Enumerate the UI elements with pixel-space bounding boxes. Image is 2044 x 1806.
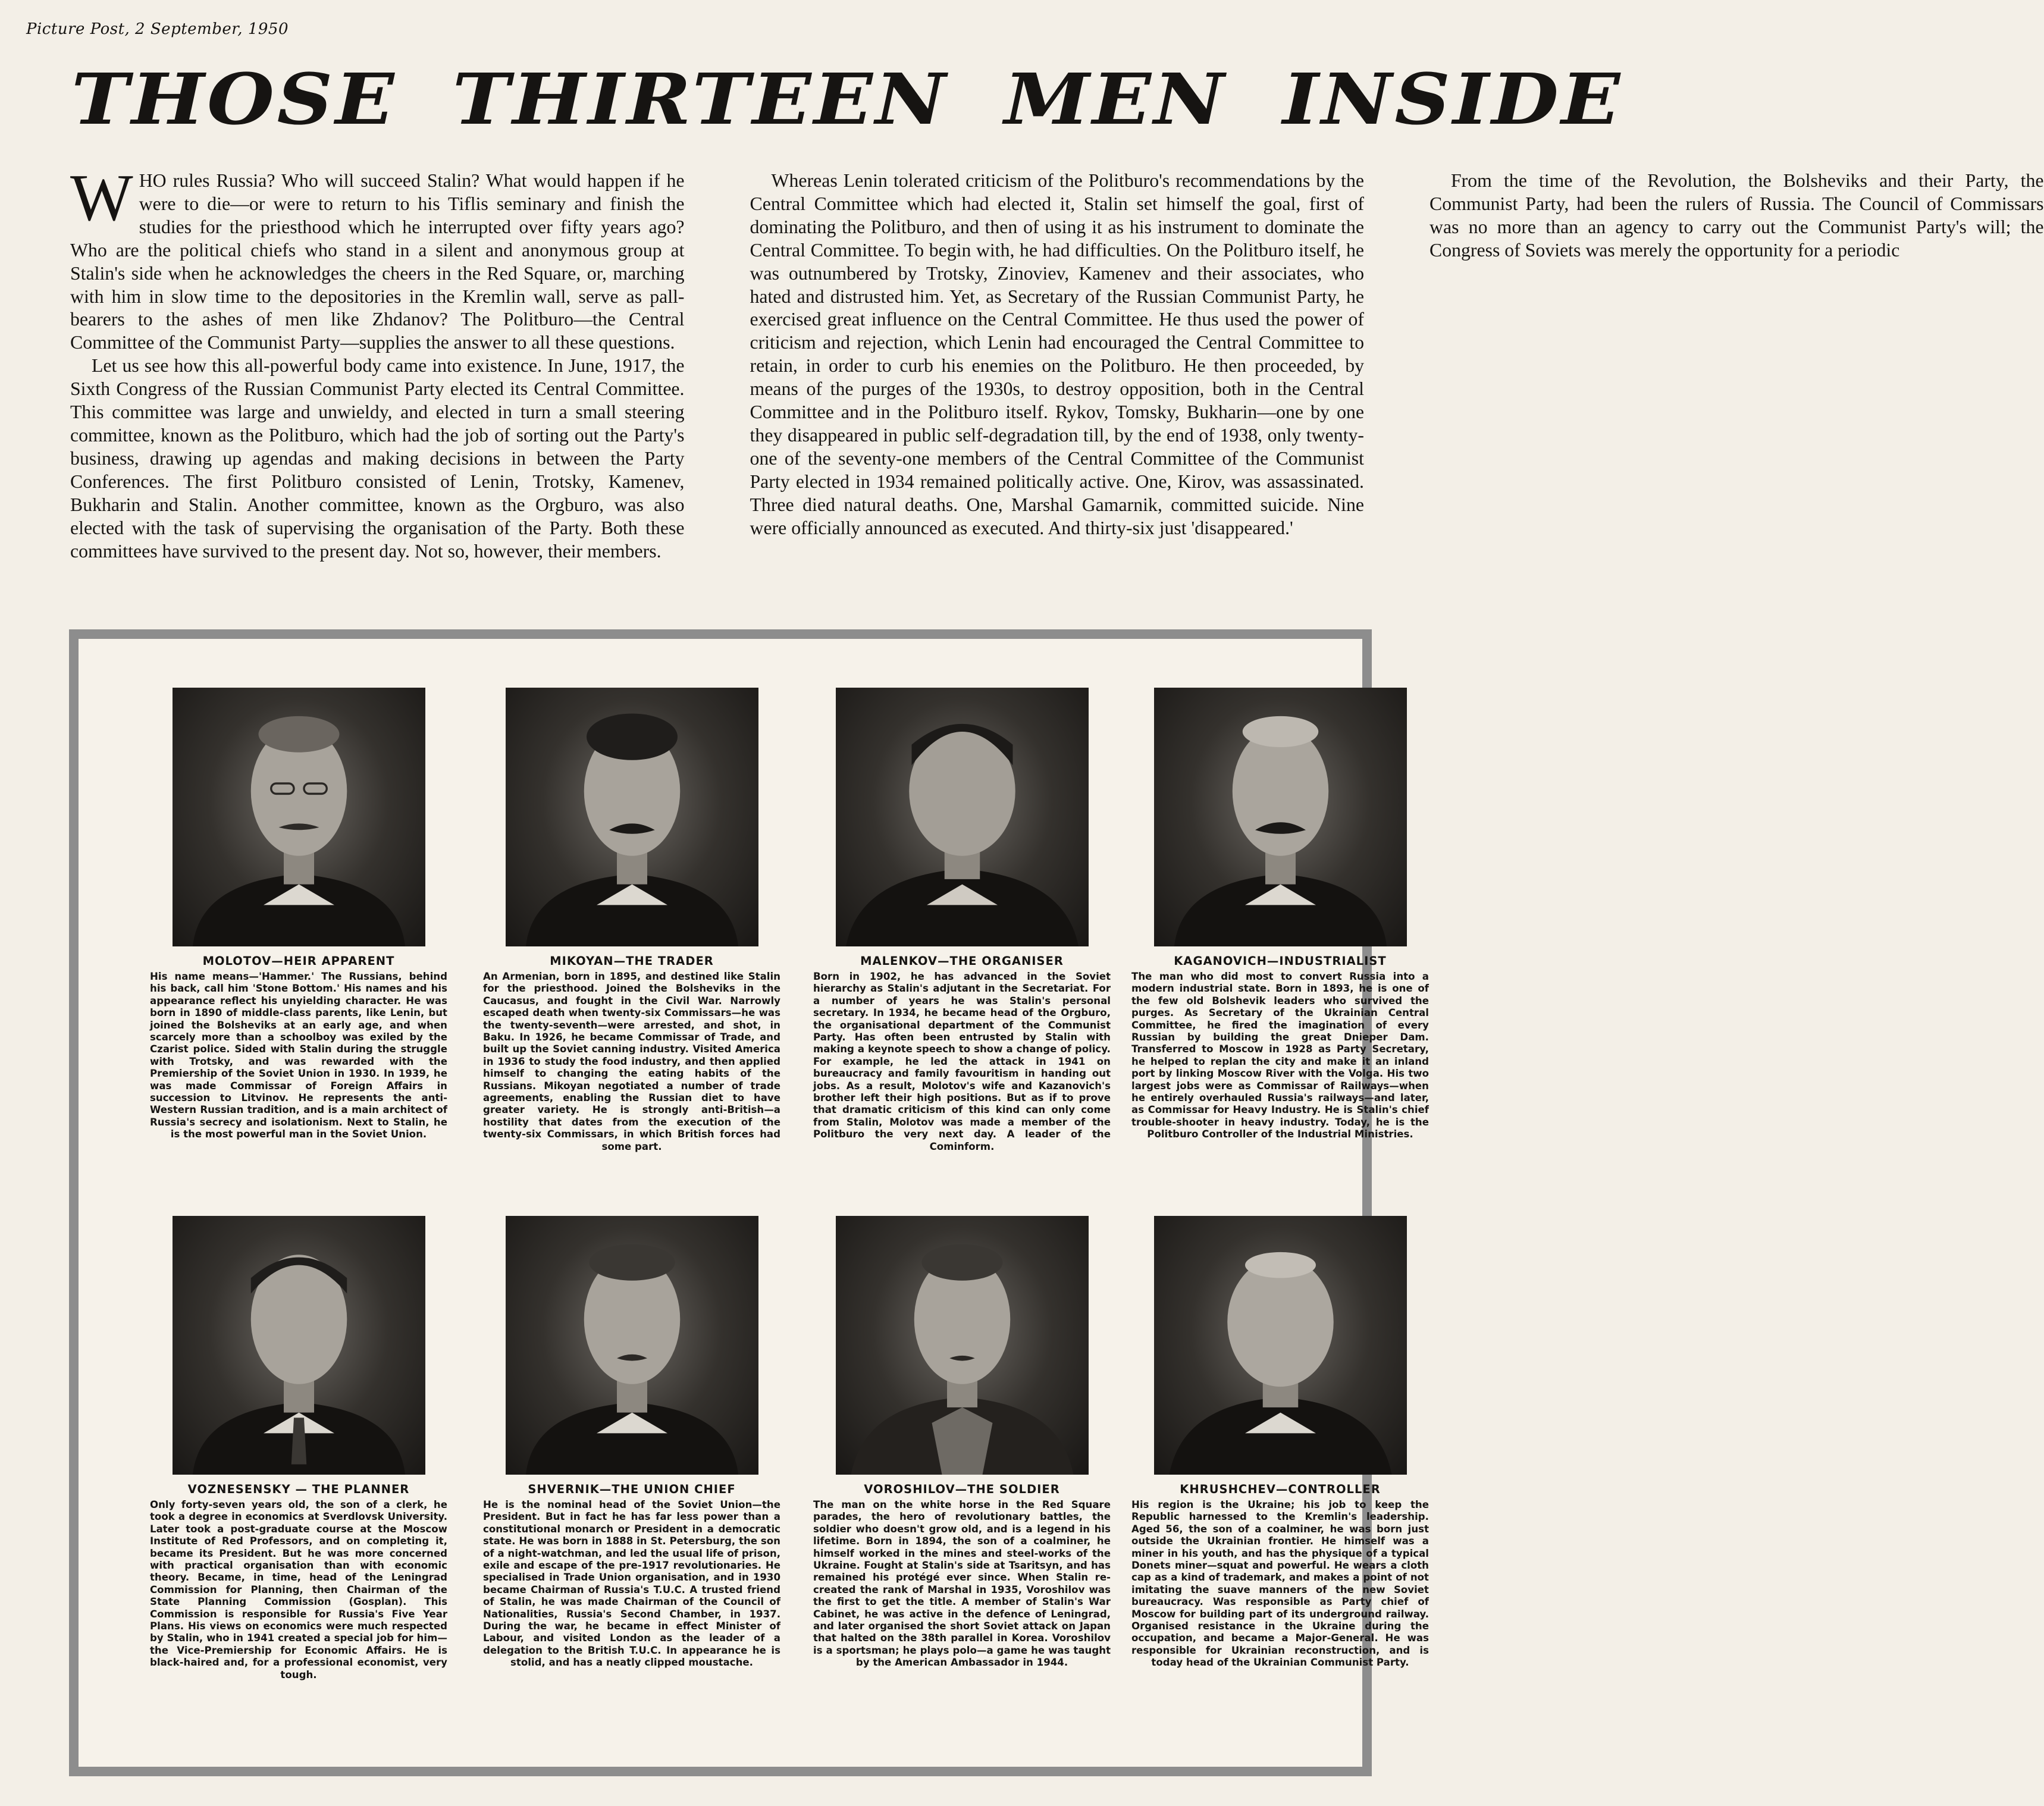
profile-title: VOROSHILOV—THE SOLDIER [864, 1482, 1060, 1496]
article-paragraph: Let us see how this all-powerful body came into existence. In June, 1917, the Sixth Congress of the Russian Communist Party elected its Central Committee. This committee was large and unwieldy, and elected in turn a small steering committee, known as the Politburo, which had the job of sorting out the Party's business, drawing up agendas and making decisions in between the Party Conferences. The first Politburo consisted of Lenin, Trotsky, Kamenev, Bukharin and Stalin. Another committee, known as the Orgburo, was also elected with the task of supervising the organisation of the Party. Both these committees have survived to the present day. Not so, however, their members. [70, 355, 685, 562]
profile-title: KHRUSHCHEV—CONTROLLER [1180, 1482, 1381, 1496]
portrait-photo [173, 1216, 425, 1475]
portrait-photo [836, 1216, 1089, 1475]
profile-text: Born in 1902, he has advanced in the Soviet hierarchy as Stalin's adjutant in the Secretariat. For a number of years he was Stalin's personal secretary. In 1934, he became head of the Orgburo, the organisational department of the Communist Party. Has often been entrusted by Stalin with making a keynote speech to show a change of policy. For example, he led the attack in 1941 on bureaucracy and family favouritism in handing out jobs. As a result, Molotov's wife and Kazanovich's brother left their high positions. But as if to prove that dramatic criticism of this kind can only come from Stalin, Molotov was made a member of the Politburo the very next day. A leader of the Cominform. [813, 971, 1111, 1152]
article-paragraph: Whereas Lenin tolerated criticism of the Politburo's recommendations by the Central Committee which had elected it, Stalin set himself the goal, first of dominating the Politburo, and then of using it as his instrument to dominate the Central Committee. To begin with, he had difficulties. On the Politburo itself, he was outnumbered by Trotsky, Zinoviev, Kamenev and their associates, who hated and distrusted him. Yet, as Secretary of the Russian Communist Party, he exercised great influence on the Central Committee. He thus used the power of criticism and rejection, which Lenin had encouraged the Central Committee to retain, in order to curb his enemies on the Politburo. He then proceeded, by means of the purges of the 1930s, to destroy opposition, both in the Central Committee and in the Politburo itself. Rykov, Tomsky, Bukharin—one by one they disappeared in public self-degradation till, by the end of 1938, only twenty-one of the seventy-one members of the Central Committee of the Communist Party elected in 1934 remained politically active. One, Kirov, was assassinated. Three died natural deaths. One, Marshal Gamarnik, committed suicide. Nine were officially announced as executed. And thirty-six just 'disappeared.' [750, 170, 1364, 538]
profile-text: His region is the Ukraine; his job to keep the Republic harnessed to the Kremlin's leadership. Aged 56, the son of a coalminer, he was born just outside the Ukrainian frontier. He himself was a miner in his youth, and has the physique of a typical Donets miner—squat and powerful. He wears a cloth cap as a kind of trademark, and makes a point of not imitating the suave manners of the new Soviet bureaucracy. Was responsible as Party chief of Moscow for building part of its underground railway. Organised resistance in the Ukraine during the occupation, and became a Major-General. He was responsible for Ukrainian reconstruction, and is today head of the Ukrainian Communist Party. [1131, 1499, 1429, 1669]
profile-text: The man on the white horse in the Red Square parades, the hero of revolutionary battles, the soldier who doesn't grow old, and is a legend in his lifetime. Born in 1894, the son of a coalminer, he himself worked in the mines and steel-works of the Ukraine. Fought at Stalin's side at Tsaritsyn, and has remained his protégé ever since. When Stalin re-created the rank of Marshal in 1935, Voroshilov was the first to get the title. A member of Stalin's War Cabinet, he was active in the defence of Leningrad, and later organised the short Soviet attack on Japan that halted on the 38th parallel in Korea. Voroshilov is a sportsman; he plays polo—a game he was taught by the American Ambassador in 1944. [813, 1499, 1111, 1669]
headline: THOSE THIRTEEN MEN INSIDE [71, 58, 1623, 140]
profile-text: Only forty-seven years old, the son of a clerk, he took a degree in economics at Sverdlovsk University. Later took a post-graduate course at the Moscow Institute of Red Professors, and on completing it, became its President. But he was more concerned with practical organisation than with economic theory. Became, in time, head of the Leningrad Commission for Planning, then Chairman of the State Planning Commission (Gosplan). This Commission is responsible for Russia's Five Year Plans. His views on economics were much respected by Stalin, who in 1941 created a special job for him—the Vice-Premiership for Economic Affairs. He is black-haired and, for a professional economist, very tough. [150, 1499, 447, 1680]
profile-text: An Armenian, born in 1895, and destined like Stalin for the priesthood. Joined the Bolsheviks in the Caucasus, and fought in the Civil War. Narrowly escaped death when twenty-six Commissars—he was the twenty-seventh—were arrested, and shot, in Baku. In 1926, he became Commissar of Trade, and built up the Soviet canning industry. Visited America in 1936 to study the food industry, and then applied himself to changing the eating habits of the Russians. Mikoyan negotiated a number of trade agreements, enabling the Russian diet to have greater variety. He is strongly anti-British—a hostility that dates from the execution of the twenty-six Commissars, in which British forces had some part. [483, 971, 780, 1152]
profile-title: KAGANOVICH—INDUSTRIALIST [1174, 954, 1387, 968]
article-paragraph: From the time of the Revolution, the Bolsheviks and their Party, the Communist Party, had been the rulers of Russia. The Council of Commissars was no more than an agency to carry out the Communist Party's will; the Congress of Soviets was merely the opportunity for a periodic [1429, 170, 2044, 261]
portrait-photo [506, 1216, 758, 1475]
profile-title: MOLOTOV—HEIR APPARENT [202, 954, 395, 968]
profile-title: SHVERNIK—THE UNION CHIEF [528, 1482, 736, 1496]
portrait-photo [173, 688, 425, 946]
portrait-photo [836, 688, 1089, 946]
portrait-photo [1154, 1216, 1407, 1475]
portrait-photo [1154, 688, 1407, 946]
profile-text: His name means—'Hammer.' The Russians, behind his back, call him 'Stone Bottom.' His names and his appearance reflect his unyielding character. He was born in 1890 of middle-class parents, like Lenin, but joined the Bolsheviks at an early age, and when scarcely more than a schoolboy was exiled by the Czarist police. Sided with Stalin during the struggle with Trotsky, and was rewarded with the Premiership of the Soviet Union in 1930. In 1939, he was made Commissar of Foreign Affairs in succession to Litvinov. He represents the anti-Western Russian tradition, and is a main architect of Russia's secrecy and isolationism. Next to Stalin, he is the most powerful man in the Soviet Union. [150, 971, 447, 1140]
portrait-photo [506, 688, 758, 946]
profile-title: VOZNESENSKY — THE PLANNER [187, 1482, 410, 1496]
article-paragraph: WHO rules Russia? Who will succeed Stalin? What would happen if he were to die—or were to return to his Tiflis seminary and finish the studies for the priesthood which he interrupted over fifty years ago? Who are the political chiefs who stand in a silent and anonymous group at Stalin's side when he acknowledges the cheers in the Red Square, or, marching with him in slow time to the depositories in the Kremlin wall, serve as pall-bearers to the ashes of men like Zhdanov? The Politburo—the Central Committee of the Communist Party—supplies the answer to all these questions. [70, 161, 685, 353]
profile-text: The man who did most to convert Russia into a modern industrial state. Born in 1893, he is one of the few old Bolshevik leaders who survived the purges. As Secretary of the Ukrainian Central Committee, he fired the imagination of every Russian by building the great Dnieper Dam. Transferred to Moscow in 1928 as Party Secretary, he helped to replan the city and make it an inland port by linking Moscow River with the Volga. His two largest jobs were as Commissar of Railways—when he entirely overhauled Russia's railways—and later, as Commissar for Heavy Industry. He is Stalin's chief trouble-shooter in heavy industry. Today, he is the Politburo Controller of the Industrial Ministries. [1131, 971, 1429, 1140]
profile-title: MALENKOV—THE ORGANISER [860, 954, 1064, 968]
portrait-panel [69, 629, 1429, 1776]
running-head: Picture Post, 2 September, 1950 [26, 20, 289, 38]
article-body [70, 161, 2044, 574]
profile-text: He is the nominal head of the Soviet Union—the President. But in fact he has far less power than a constitutional monarch or President in a democratic state. He was born in 1888 in St. Petersburg, the son of a night-watchman, and led the usual life of prison, exile and escape of the pre-1917 revolutionaries. He specialised in Trade Union organisation, and in 1930 became Chairman of Russia's T.U.C. A trusted friend of Stalin, he was made Chairman of the Council of Nationalities, Russia's Second Chamber, in 1937. During the war, he became in effect Minister of Labour, and visited London as the leader of a delegation to the British T.U.C. In appearance he is stolid, and has a neatly clipped moustache. [483, 1499, 780, 1669]
profile-title: MIKOYAN—THE TRADER [550, 954, 714, 968]
